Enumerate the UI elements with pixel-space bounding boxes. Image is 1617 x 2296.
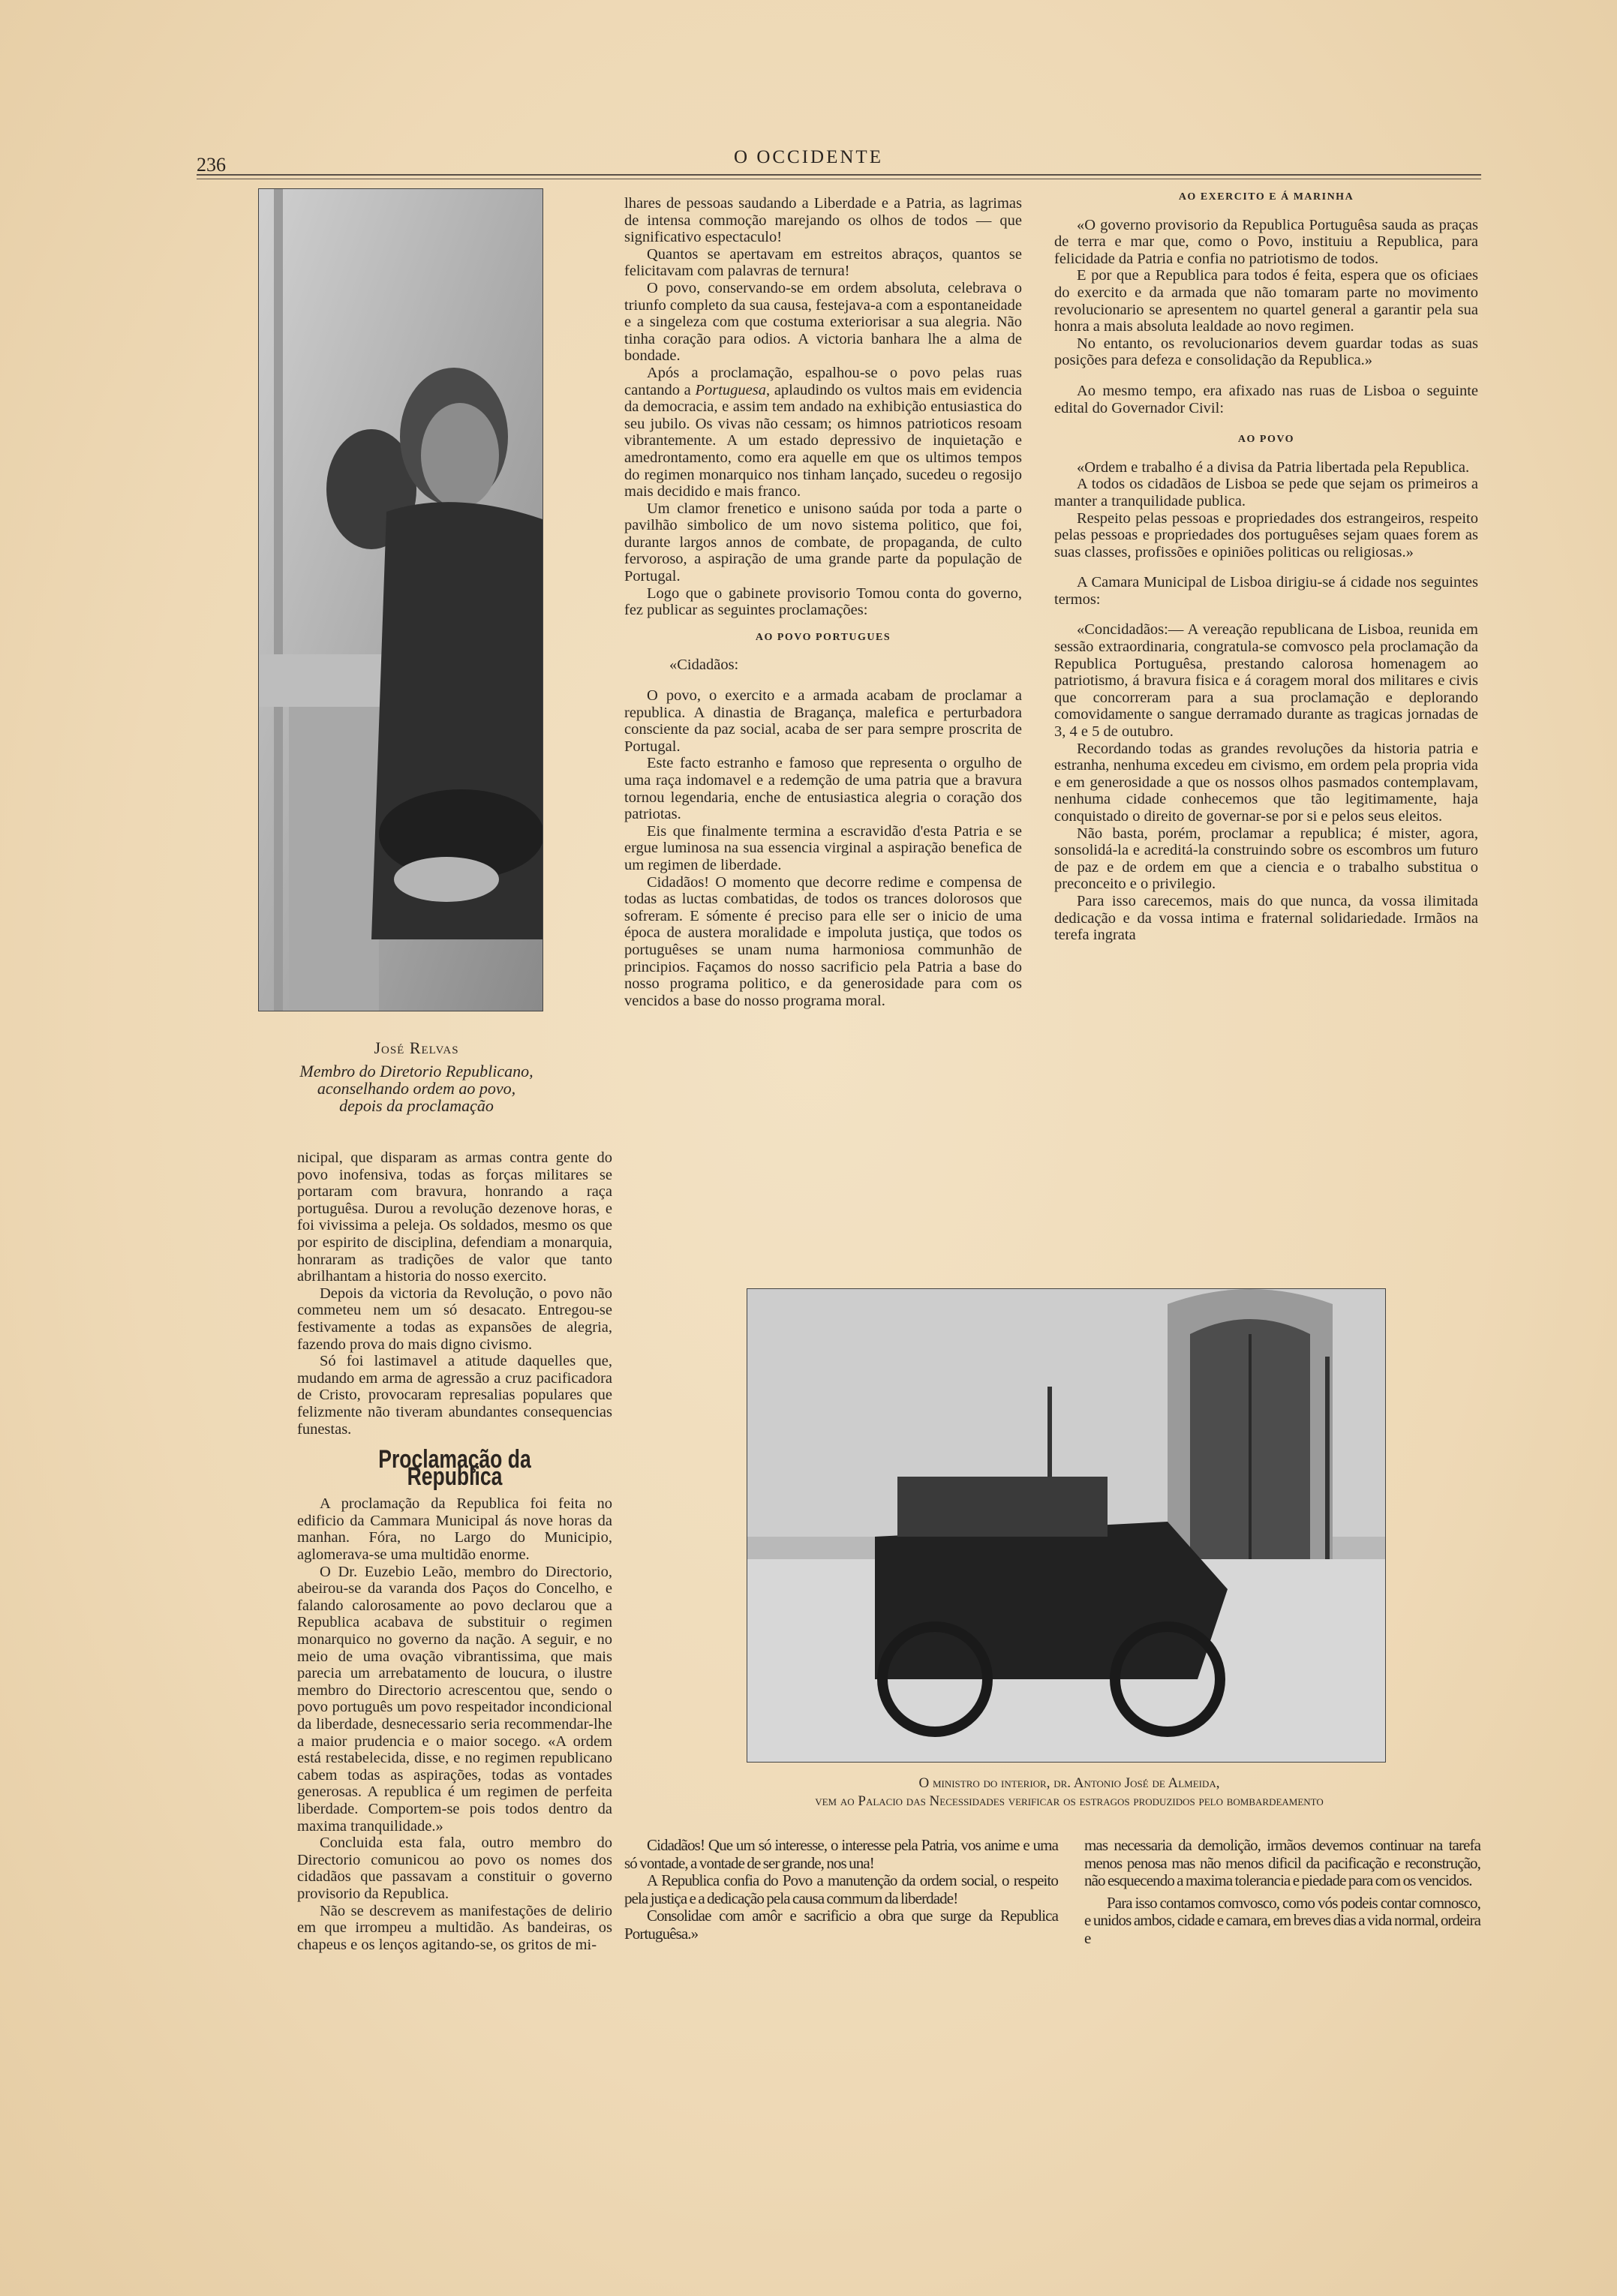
paragraph: A Camara Municipal de Lisboa dirigiu-se á cidade nos seguintes termos:: [1054, 574, 1478, 608]
army-heading: AO EXERCITO E Á MARINHA: [1178, 191, 1354, 203]
paragraph: Não basta, porém, proclamar a republica; é mister, agora, sonsolidá-la e acreditá-la construindo sobre os escombros um futuro de paz e de ordem em que a ciencia e o trabalho substitua o preconceito e o privilegio.: [1054, 825, 1478, 893]
paragraph: Só foi lastimavel a atitude daquelles que, mudando em arma de agressão a cruz pacificadora de Cristo, provocaram represalias populares que felizmente não tiveram abundantes consequencias funestas.: [297, 1353, 612, 1438]
paragraph: Respeito pelas pessoas e propriedades dos estrangeiros, respeito pelas pessoas e propriedades dos portuguêses sejam quaes forem as suas classes, profissões e opiniões politicas ou religiosas.»: [1054, 509, 1478, 560]
section-title: Proclamação da Republica: [378, 1445, 531, 1491]
paragraph: «Ordem e trabalho é a divisa da Patria libertada pela Republica.: [1077, 458, 1470, 476]
photo-minister-car: [747, 1289, 1385, 1762]
paragraph: Para isso carecemos, mais do que nunca, da vossa ilimitada dedicação e da vossa intima e fraternal solidariedade. Irmãos na terefa ingrata: [1054, 892, 1478, 944]
paragraph: A Republica confia do Povo a manutenção da ordem social, o respeito pela justiça e a dedicação pela causa commum da liberdade!: [624, 1871, 1058, 1907]
proclamation-heading: AO POVO PORTUGUES: [755, 631, 891, 643]
paragraph: «O governo provisorio da Republica Portuguêsa sauda as praças de terra e mar que, como o Povo, instituiu a Republica, para felicidade da Patria e confia no patriotismo de todos.: [1054, 216, 1478, 267]
paragraph: Eis que finalmente termina a escravidão d'esta Patria e se ergue luminosa na sua essencia virginal a aspiração benefica de um regimen de liberdade.: [624, 822, 1022, 873]
paragraph: Consolidae com amôr e sacrificio a obra que surge da Republica Portuguêsa.»: [624, 1907, 1058, 1943]
paragraph: E por que a Republica para todos é feita, espera que os oficiaes do exercito e da armada que não tomaram parte no movimento revolucionario se apresentem no quartel general a garantir pela sua honra a mais absoluta lealdade ao novo regimen.: [1054, 267, 1478, 335]
caption-line: vem ao Palacio das Necessidades verificar os estragos produzidos pelo bombardeamento: [815, 1793, 1324, 1809]
paragraph: Cidadãos! Que um só interesse, o interesse pela Patria, vos anime e uma só vontade, a vontade de ser grande, nos una!: [624, 1836, 1058, 1872]
bottom-column-right: [1084, 1837, 1480, 1947]
paragraph: Cidadãos! O momento que decorre redime e compensa de todas as luctas combatidas, de todos os trances dolorosos que sofreram. E sómente é preciso para elle ser o inicio de uma época de austera moralidade e impoluta justiça, que todos os portuguêses se unam numa harmoniosa communhão de principios. Façamos do nosso sacrificio pela Patria a base do nosso programa politico, e da generosidade para com os vencidos a base do nosso programa moral.: [624, 873, 1022, 1009]
italic-title: Portuguesa: [695, 381, 767, 398]
paragraph: O povo, conservando-se em ordem absoluta, celebrava o triunfo completo da sua causa, festejava-a com a espontaneidade e a singeleza com que costuma exteriorisar a sua alegria. Não tinha coração para odios. A victoria banhara lhe a alma de bondade.: [624, 279, 1022, 365]
caption-name: José Relvas: [374, 1038, 459, 1057]
paragraph: Recordando todas as grandes revoluções da historia patria e estranha, nenhuma excedeu em civismo, em ordem pela propria vida e em generosidade a que os nossos olhos pasmados contemplavam, nenhuma cidade conhecemos que tão legitimamente, haja conquistado o direito de governar-se por si e pelos seus eleitos.: [1054, 740, 1478, 825]
header-rule: [197, 174, 1481, 176]
caption-line: aconselhando ordem ao povo,: [317, 1079, 516, 1098]
caption-line: Membro do Diretorio Republicano,: [299, 1062, 533, 1080]
column-3: [1054, 189, 1478, 944]
paragraph: nicipal, que disparam as armas contra gente do povo inofensiva, todas as forças militares se portaram com bravura, honrando a raça portuguêsa. Durou a revolução dezenove horas, e foi vivissima a peleja. Os soldados, mesmo os que por espirito de disciplina, defendiam a monarquia, honraram as tradições de valor que tanto abrilhantam a historia do nosso exercito.: [297, 1150, 612, 1285]
paragraph: «Concidadãos:— A vereação republicana de Lisboa, reunida em sessão extraordinaria, congratula-se comvosco pela proclamação da Republica Portuguêsa, prestando calorosa homenagem ao patriotismo, á bravura fisica e á coragem moral dos militares e civis que concorreram para a sua proclamação e deplorando comovidamente o sangue derramado durante as tragicas jornadas de 3, 4 e 5 de outubro.: [1054, 621, 1478, 741]
photo-jose-relvas: [259, 189, 543, 1011]
car-photo-illustration: [747, 1289, 1385, 1762]
portrait-photo-illustration: [259, 189, 543, 1011]
page-number: 236: [197, 154, 226, 176]
bottom-column-left: [624, 1837, 1058, 1943]
caption-line: O ministro do interior, dr. Antonio José de Almeida,: [918, 1775, 1220, 1791]
salutation: «Cidadãos:: [669, 657, 739, 674]
paragraph: mas necessaria da demolição, irmãos devemos continuar na tarefa menos penosa mas não menos dificil da pacificação e reconstrução, não esquecendo a maxima tolerancia e piedade para com os vencidos.: [1084, 1836, 1480, 1889]
paragraph: Ao mesmo tempo, era afixado nas ruas de Lisboa o seguinte edital do Governador Civil:: [1054, 382, 1478, 416]
paragraph: Logo que o gabinete provisorio Tomou conta do governo, fez publicar as seguintes proclamações:: [624, 585, 1022, 619]
paragraph: [624, 365, 1022, 500]
paragraph: Um clamor frenetico e unisono saúda por toda a parte o pavilhão simbolico de um novo sistema politico, que foi, durante largos annos de combate, de propaganda, de culto fervoroso, a aspiração de uma grande parte da população de Portugal.: [624, 500, 1022, 585]
edital-heading: AO POVO: [1237, 434, 1295, 446]
column-2: [624, 195, 1022, 1009]
text: , aplaudindo os vultos mais em evidencia da democracia, e assim tem andado na exhibição entusiastica do seu jubilo. Os vivas não cessam; os himnos patrioticos resoam vibrantemente. A um estado depressivo de inquietação e amedrontamento, como era aquelle em que os ultimos tempos do regimen monarquico nos tinham lançado, sucedeu o regosijo mais decidido e mais franco.: [624, 381, 1023, 500]
paragraph: A proclamação da Republica foi feita no edificio da Cammara Municipal ás nove horas da manhan. Fóra, no Largo do Municipio, aglomerava-se uma multidão enorme.: [297, 1495, 612, 1564]
paragraph: lhares de pessoas saudando a Liberdade e a Patria, as lagrimas de intensa commoção marejando os olhos de todos — que significativo espectaculo!: [624, 195, 1022, 246]
paragraph: No entanto, os revolucionarios devem guardar todas as suas posições para defeza e consolidação da Republica.»: [1054, 335, 1478, 369]
column-1: [297, 1150, 612, 1953]
paragraph: O povo, o exercito e a armada acabam de proclamar a republica. A dinastia de Bragança, malefica e perturbadora consciente da paz social, acaba de ser para sempre proscrita de Portugal.: [624, 687, 1022, 755]
paragraph: Depois da victoria da Revolução, o povo não commeteu nem um só desacato. Entregou-se festivamente a todas as expansões de alegria, fazendo prova do mais digno civismo.: [297, 1285, 612, 1353]
text: Após a proclamação, espalhou-se o povo pelas ruas cantando a: [624, 364, 1022, 398]
photo1-caption: [259, 1038, 574, 1114]
photo2-caption: [645, 1775, 1493, 1811]
paragraph: Quantos se apertavam em estreitos abraços, quantos se felicitavam com palavras de ternura!: [624, 245, 1022, 280]
paragraph: A todos os cidadãos de Lisboa se pede que sejam os primeiros a manter a tranquilidade publica.: [1054, 476, 1478, 509]
paragraph: Não se descrevem as manifestações de delirio em que irrompeu a multidão. As bandeiras, os chapeus e os lenços agitando-se, os gritos de mi-: [297, 1902, 612, 1953]
running-header-title: O OCCIDENTE: [734, 147, 883, 167]
caption-line: depois da proclamação: [339, 1096, 494, 1115]
paragraph: Para isso contamos comvosco, como vós podeis contar comnosco, e unidos ambos, cidade e camara, em breves dias a vida normal, ordeira e: [1084, 1893, 1480, 1947]
paragraph: Este facto estranho e famoso que representa o orgulho de uma raça indomavel e a redemção de uma patria que a bravura tornou legendaria, enche de entusiastica alegria o coração dos patriotas.: [624, 755, 1022, 823]
paragraph: Concluida esta fala, outro membro do Directorio comunicou ao povo os nomes dos cidadãos que passavam a constituir o governo provisorio da Republica.: [297, 1835, 612, 1902]
paragraph: O Dr. Euzebio Leão, membro do Directorio, abeirou-se da varanda dos Paços do Concelho, e falando calorosamente ao povo declarou que a Republica acabava de substituir o regimen monarquico no governo da nação. A seguir, e no meio de uma ovação vibrantissima, que mais parecia um arrebatamento de loucura, o ilustre membro do Directorio acrescentou que, sendo o povo português um povo respeitador incondicional da liberdade, desnecessario seria recommendar-lhe a maior prudencia e o maior socego. «A ordem está restabelecida, disse, e no regimen republicano cabem todas as aspirações, todas as vontades generosas. A republica é um regimen de perfeita liberdade. Comportem-se pois todos dentro da maxima tranquilidade.»: [297, 1563, 612, 1835]
